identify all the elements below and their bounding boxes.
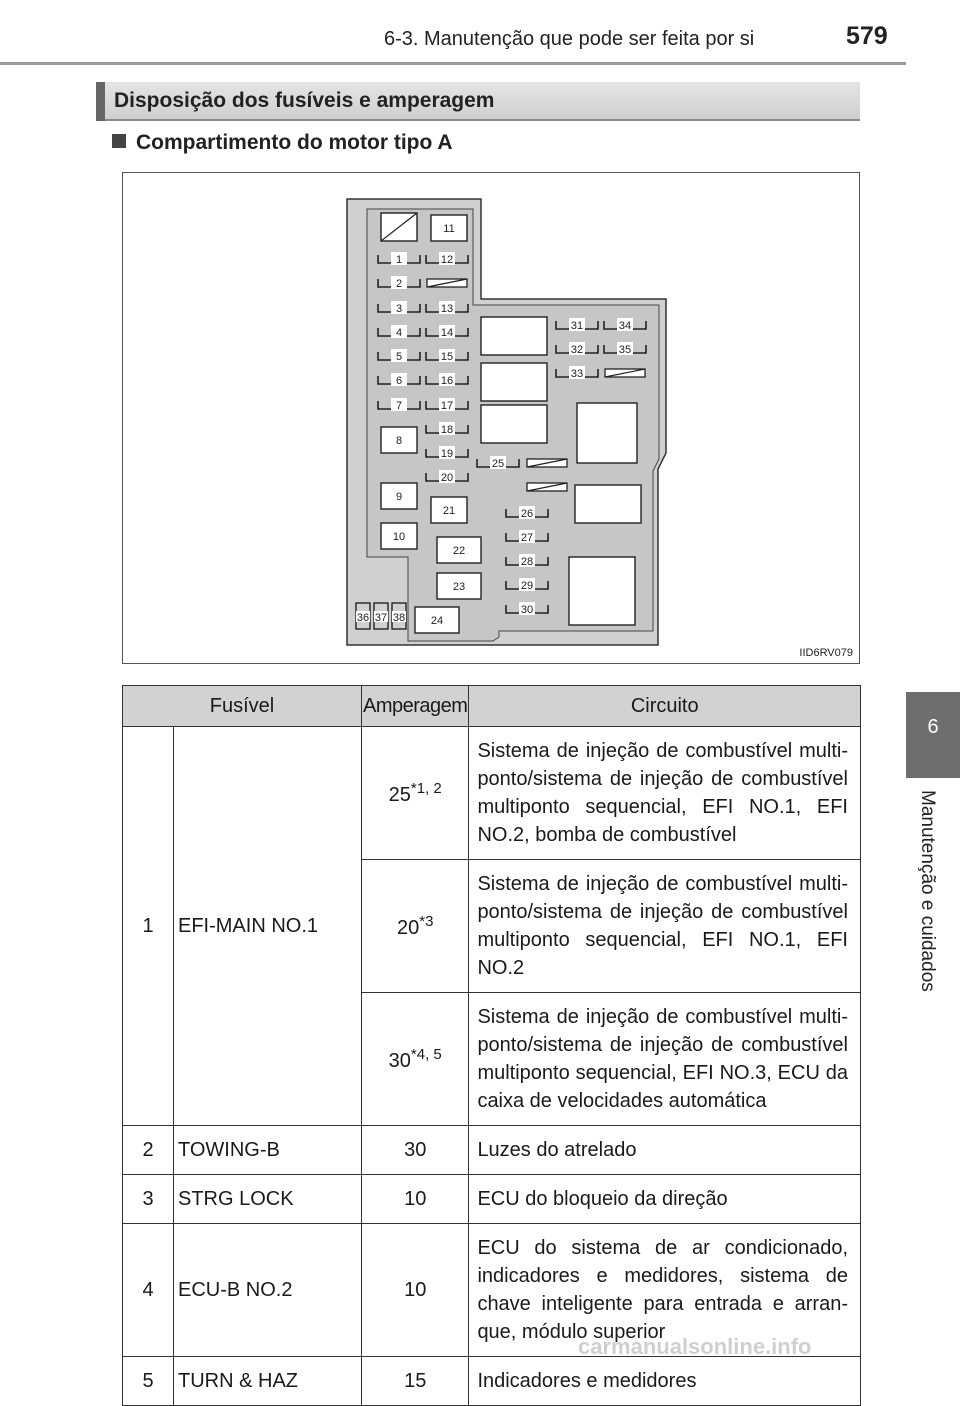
amperage-note: *3 [419,912,434,930]
header-fuse: Fusível [123,686,362,727]
chapter-title: Manutenção e cuidados [917,790,938,992]
fuse-label: 8 [395,435,403,447]
fuse-circuit: ECU do bloqueio da direção [469,1175,861,1224]
fuse-label: 18 [440,424,454,436]
subsection-title [112,131,453,155]
fuse-22 [437,537,481,563]
section-title: Disposição dos fusíveis e amperagem [114,89,495,112]
fuse-number: 1 [123,727,174,1126]
fuse-label: 32 [570,344,584,356]
table-row [123,1126,861,1175]
fuse-label: 21 [442,505,456,517]
fuse-label: 33 [570,368,584,380]
fuse-label: 26 [520,508,534,520]
fuse-label: 20 [440,472,454,484]
fuse-label: 4 [395,327,403,339]
fuse-label: 27 [520,532,534,544]
fuse-name: TURN & HAZ [174,1357,362,1406]
watermark: carmanualsonline.info [578,1334,812,1359]
fuse-label: 23 [452,581,466,593]
fuse-label: 25 [491,458,505,470]
fuse-9 [381,483,417,509]
fuse-circuit: Luzes do atrelado [469,1126,861,1175]
table-row [123,1357,861,1406]
fuse-label: 12 [440,254,454,266]
table-row [123,727,861,860]
fuse-label: 28 [520,556,534,568]
fuse-circuit: Sistema de injeção de combustível multi-ponto/sistema de injeção de combustível multiponto sequencial, EFI NO.1, EFI NO.2, bomba de combustível [469,727,861,860]
fuse-name: ECU-B NO.2 [174,1224,362,1357]
fuse-11 [431,215,467,241]
fuse-name: EFI-MAIN NO.1 [174,727,362,1126]
fuse-amperage: 30 [362,1126,469,1175]
fuse-label: 2 [395,278,403,290]
chapter-number: 6 [927,716,939,738]
fuse-label: 35 [618,344,632,356]
fuse-name: STRG LOCK [174,1175,362,1224]
relay-block [577,403,637,463]
fuse-label: 13 [440,303,454,315]
fuse-circuit: Sistema de injeção de combustível multi-ponto/sistema de injeção de combustível multiponto sequencial, EFI NO.3, ECU da caixa de velocidades automática [469,993,861,1126]
section-title-accent [96,82,105,121]
figure-code: IID6RV079 [799,647,853,659]
fuse-label: 11 [443,223,455,235]
fuse-label: 19 [440,448,454,460]
fuse-circuit: Sistema de injeção de combustível multi-ponto/sistema de injeção de combustível multiponto sequencial, EFI NO.1, EFI NO.2 [469,860,861,993]
amperage-note: *1, 2 [410,779,442,797]
fuse-24 [415,607,459,633]
fuse-amperage: 15 [362,1357,469,1406]
fuse-table [122,685,861,1406]
relay-block [575,485,641,523]
fuse-label: 37 [374,612,388,624]
fuse-label: 31 [570,320,584,332]
fuse-label: 34 [618,320,632,332]
fuse-label: 17 [440,400,454,412]
fuse-label: 14 [440,327,454,339]
fuse-amperage: 10 [362,1175,469,1224]
fuse-label: 15 [440,351,454,363]
fuse-label: 36 [356,612,370,624]
fuse-label: 3 [395,303,403,315]
fuse-number: 4 [123,1224,174,1357]
fuse-label: 5 [395,351,403,363]
fuse-amperage [362,860,469,993]
header-circuit: Circuito [469,686,861,727]
header-amperage: Amperagem [362,686,469,727]
subsection-title-text: Compartimento do motor tipo A [136,131,453,154]
fuse-23 [437,573,481,599]
table-row [123,1175,861,1224]
fuse-8 [381,427,417,453]
section-heading: 6-3. Manutenção que pode ser feita por si [384,28,755,50]
spare-fuse-slot [427,279,467,287]
fuse-number: 2 [123,1126,174,1175]
fuse-label: 29 [520,580,534,592]
fuse-label: 24 [430,615,444,627]
fuse-circuit: Indicadores e medidores [469,1357,861,1406]
relay-block [481,317,547,355]
fuse-label: 1 [395,254,403,266]
spare-fuse-slot [605,369,645,377]
relay-block [481,363,547,401]
fuse-label: 10 [392,531,406,543]
amperage-value: 25 [388,783,411,806]
fuse-label: 7 [395,400,403,412]
fuse-number: 5 [123,1357,174,1406]
fuse-label: 38 [392,612,406,624]
spare-fuse-slot [527,483,567,491]
amperage-note: *4, 5 [410,1045,442,1063]
fuse-21 [431,497,467,523]
spare-square [381,213,417,241]
fuse-label: 30 [520,604,534,616]
fuse-amperage: 10 [362,1224,469,1357]
fuse-box-illustration [123,173,859,663]
fuse-label: 16 [440,375,454,387]
relay-block [569,557,635,625]
fuse-label: 9 [395,491,403,503]
fuse-label: 22 [452,545,466,557]
square-bullet-icon [112,134,126,148]
fuse-10 [381,523,417,549]
fuse-label: 6 [395,375,403,387]
spare-fuse-slot [527,459,567,467]
page-number: 579 [846,22,888,50]
fuse-number: 3 [123,1175,174,1224]
fuse-name: TOWING-B [174,1126,362,1175]
header-rule [0,62,906,65]
amperage-value: 30 [388,1049,411,1072]
fuse-circuit: ECU do sistema de ar condicionado, indicadores e medidores, sistema de chave inteligente para entrada e arran-que, módulo superior [469,1224,861,1357]
table-header-row [123,686,861,727]
fuse-box-diagram [122,172,860,664]
fuse-amperage [362,727,469,860]
amperage-value: 20 [397,916,420,939]
fuse-amperage [362,993,469,1126]
relay-block [481,405,547,443]
